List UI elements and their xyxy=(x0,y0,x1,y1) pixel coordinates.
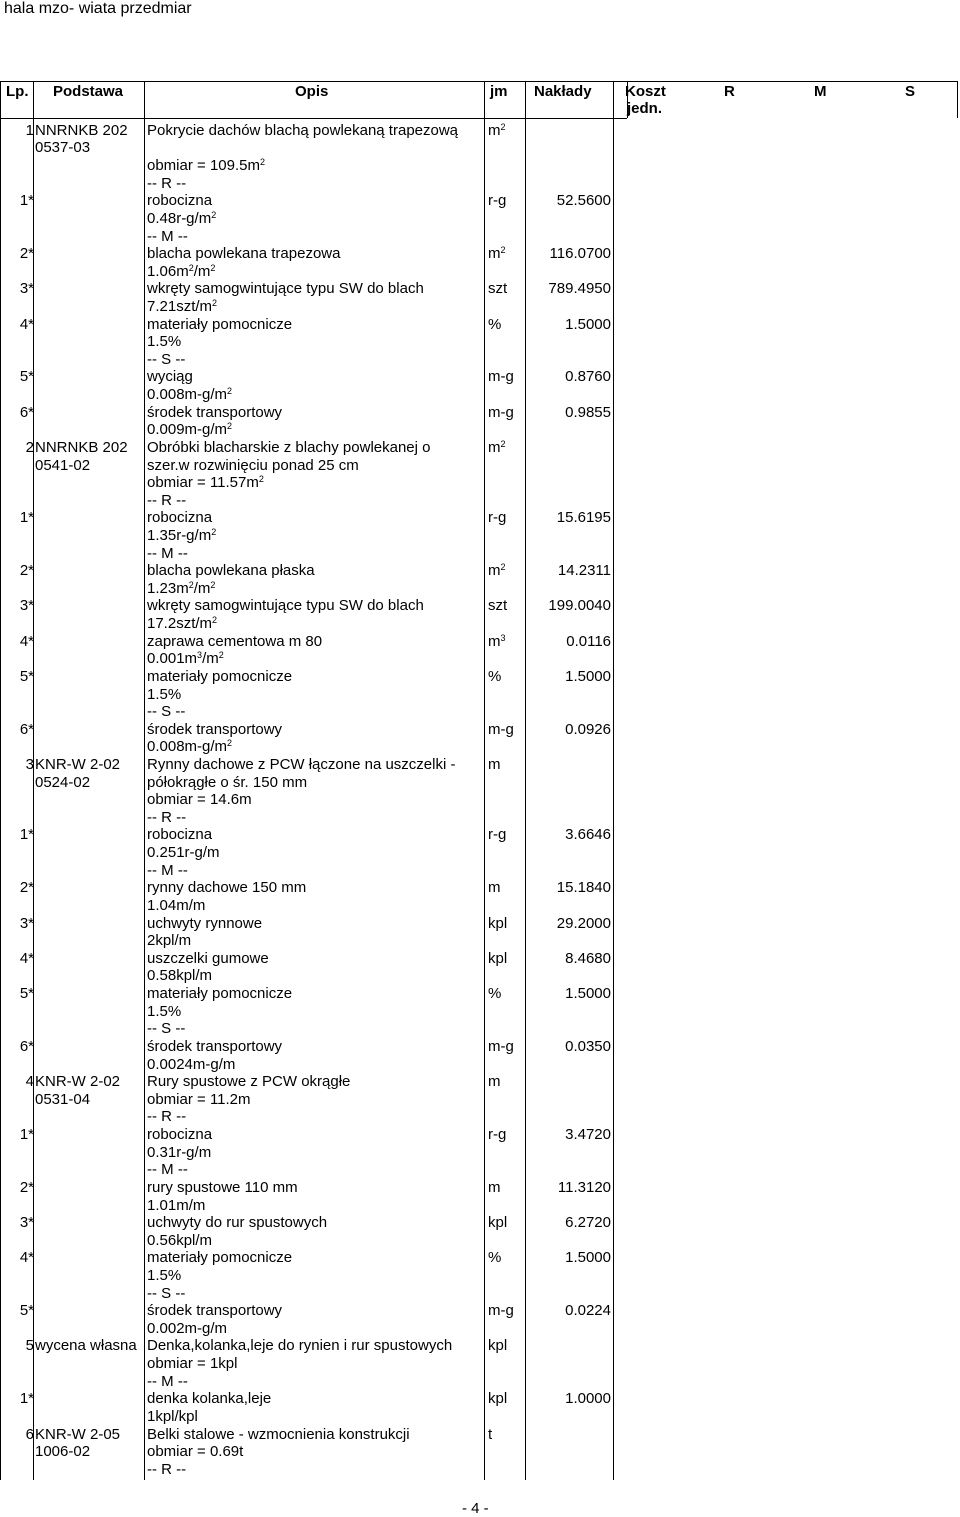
row-lp: 1* xyxy=(19,509,34,526)
row-opis: obmiar = $109.5m^2$ xyxy=(147,157,265,174)
row-jm: szt xyxy=(488,280,508,297)
row-lp: 5* xyxy=(19,1302,34,1319)
row-opis: Rury spustowe z PCW okrągłe xyxy=(147,1073,351,1090)
row-opis: uchwyty rynnowe xyxy=(147,915,263,932)
row-lp: 3 xyxy=(25,756,34,773)
row-opis: zaprawa cementowa m 80 xyxy=(147,633,323,650)
row-opis: wkręty samogwintujące typu SW do blach xyxy=(147,597,424,614)
row-naklady: 0.9855 xyxy=(565,404,611,421)
row-jm: $m^2$ xyxy=(488,245,506,262)
header-m: M xyxy=(814,83,827,100)
row-opis: $0.009m-g/m^2$ xyxy=(147,421,233,438)
row-lp: 5* xyxy=(19,368,34,385)
header-koszt-jedn: jedn. xyxy=(627,100,663,117)
row-jm: % xyxy=(488,1249,502,1266)
row-jm: $m^2$ xyxy=(488,562,506,579)
row-opis: Rynny dachowe z PCW łączone na uszczelki - xyxy=(147,756,456,773)
row-lp: 4 xyxy=(25,1073,34,1090)
row-opis: rynny dachowe 150 mm xyxy=(147,879,307,896)
row-opis: blacha powlekana płaska xyxy=(147,562,315,579)
row-jm: r-g xyxy=(488,192,507,209)
header-r: R xyxy=(724,83,735,100)
row-opis: $1.23m^2/m^2$ xyxy=(147,580,216,597)
row-opis: uszczelki gumowe xyxy=(147,950,269,967)
row-naklady: 1.5000 xyxy=(565,668,611,685)
row-naklady: 0.0116 xyxy=(566,633,611,650)
row-opis: obmiar = $11.57m^2$ xyxy=(147,474,264,491)
row-lp: 3* xyxy=(19,1214,34,1231)
row-opis: -- S -- xyxy=(147,351,186,368)
row-jm: $m^2$ xyxy=(488,439,506,456)
row-naklady: 52.5600 xyxy=(556,192,611,209)
row-jm: m-g xyxy=(488,721,514,738)
row-opis: Belki stalowe - wzmocnienia konstrukcji xyxy=(147,1426,410,1443)
row-lp: 1* xyxy=(19,826,34,843)
row-opis: 1kpl/kpl xyxy=(147,1408,198,1425)
row-lp: 5* xyxy=(19,668,34,685)
row-lp: 4* xyxy=(19,950,34,967)
row-jm: m-g xyxy=(488,368,514,385)
page-number: - 4 - xyxy=(462,1500,489,1517)
row-jm: t xyxy=(488,1426,493,1443)
row-podstawa: KNR-W 2-02 xyxy=(35,1073,121,1090)
row-naklady: 8.4680 xyxy=(565,950,611,967)
row-podstawa: NNRNKB 202 xyxy=(35,122,128,139)
row-jm: % xyxy=(488,316,502,333)
row-podstawa: KNR-W 2-05 xyxy=(35,1426,121,1443)
row-opis: $17.2szt/m^2$ xyxy=(147,615,218,632)
row-opis: Obróbki blacharskie z blachy powlekanej o xyxy=(147,439,431,456)
row-naklady: 3.4720 xyxy=(565,1126,611,1143)
row-lp: 4* xyxy=(19,1249,34,1266)
header-jm: jm xyxy=(490,83,508,100)
row-podstawa: KNR-W 2-02 xyxy=(35,756,121,773)
row-opis: $0.008m-g/m^2$ xyxy=(147,386,233,403)
row-opis: Denka,kolanka,leje do rynien i rur spustowych xyxy=(147,1337,453,1354)
row-opis: denka kolanka,leje xyxy=(147,1390,272,1407)
divider-right xyxy=(957,81,958,118)
row-opis: -- M -- xyxy=(147,545,188,562)
header-lp: Lp. xyxy=(6,83,29,100)
header-bottom-border xyxy=(0,118,627,119)
row-jm: kpl xyxy=(488,1337,508,1354)
divider-podstawa xyxy=(144,81,145,1480)
row-lp: 2* xyxy=(19,1179,34,1196)
divider-opis xyxy=(484,81,485,1480)
row-opis: -- R -- xyxy=(147,175,187,192)
row-lp: 5 xyxy=(25,1337,34,1354)
row-opis: $7.21szt/m^2$ xyxy=(147,298,218,315)
row-jm: kpl xyxy=(488,915,508,932)
row-opis: rury spustowe 110 mm xyxy=(147,1179,298,1196)
row-jm: kpl xyxy=(488,950,508,967)
row-opis: półokrągłe o śr. 150 mm xyxy=(147,774,308,791)
row-opis: obmiar = 1kpl xyxy=(147,1355,238,1372)
row-opis: $1.06m^2/m^2$ xyxy=(147,263,216,280)
row-opis: 2kpl/m xyxy=(147,932,192,949)
row-opis: 0.56kpl/m xyxy=(147,1232,213,1249)
header-s: S xyxy=(905,83,916,100)
row-opis: środek transportowy xyxy=(147,721,283,738)
row-opis: 0.002m-g/m xyxy=(147,1320,228,1337)
row-opis: $0.008m-g/m^2$ xyxy=(147,738,233,755)
row-naklady: 14.2311 xyxy=(557,562,611,579)
row-jm: r-g xyxy=(488,826,507,843)
row-opis: środek transportowy xyxy=(147,1038,283,1055)
row-naklady: 1.5000 xyxy=(565,985,611,1002)
row-podstawa: 0541-02 xyxy=(35,457,91,474)
divider-naklady xyxy=(613,81,614,1480)
row-jm: m-g xyxy=(488,1302,514,1319)
row-lp: 1* xyxy=(19,1126,34,1143)
row-jm: $m^2$ xyxy=(488,122,506,139)
row-naklady: 199.0040 xyxy=(548,597,611,614)
row-opis: 1.5% xyxy=(147,333,182,350)
row-opis: $1.35r-g/m^2$ xyxy=(147,527,217,544)
row-jm: m-g xyxy=(488,404,514,421)
row-naklady: 3.6646 xyxy=(565,826,611,843)
row-opis: 1.5% xyxy=(147,686,182,703)
row-naklady: 15.1840 xyxy=(556,879,611,896)
row-jm: kpl xyxy=(488,1390,508,1407)
row-lp: 1* xyxy=(19,1390,34,1407)
row-jm: m xyxy=(488,756,501,773)
row-naklady: 0.8760 xyxy=(565,368,611,385)
row-lp: 6* xyxy=(19,1038,34,1055)
row-opis: -- M -- xyxy=(147,862,188,879)
row-opis: wyciąg xyxy=(147,368,193,385)
row-naklady: 1.0000 xyxy=(565,1390,611,1407)
row-lp: 6* xyxy=(19,721,34,738)
row-opis: Pokrycie dachów blachą powlekaną trapezową xyxy=(147,122,459,139)
row-opis: obmiar = 11.2m xyxy=(147,1091,251,1108)
row-opis: robocizna xyxy=(147,509,213,526)
row-opis: 1.5% xyxy=(147,1003,182,1020)
row-lp: 3* xyxy=(19,915,34,932)
row-opis: 1.5% xyxy=(147,1267,182,1284)
row-opis: robocizna xyxy=(147,1126,213,1143)
divider-left xyxy=(0,81,1,1480)
row-lp: 6* xyxy=(19,404,34,421)
row-opis: wkręty samogwintujące typu SW do blach xyxy=(147,280,424,297)
row-podstawa: wycena własna xyxy=(35,1337,137,1354)
row-lp: 2* xyxy=(19,245,34,262)
row-lp: 2 xyxy=(25,439,34,456)
row-jm: % xyxy=(488,668,502,685)
row-lp: 4* xyxy=(19,633,34,650)
row-opis: -- M -- xyxy=(147,1161,188,1178)
row-jm: r-g xyxy=(488,509,507,526)
row-naklady: 15.6195 xyxy=(556,509,611,526)
row-opis: $0.001m^3/m^2$ xyxy=(147,650,224,667)
row-opis: materiały pomocnicze xyxy=(147,668,293,685)
document-title: hala mzo- wiata przedmiar xyxy=(4,0,192,17)
row-opis: -- M -- xyxy=(147,1373,188,1390)
row-opis: obmiar = 14.6m xyxy=(147,791,252,808)
row-naklady: 789.4950 xyxy=(548,280,611,297)
row-opis: 1.04m/m xyxy=(147,897,206,914)
row-lp: 3* xyxy=(19,280,34,297)
row-jm: r-g xyxy=(488,1126,507,1143)
row-lp: 4* xyxy=(19,316,34,333)
row-opis: -- S -- xyxy=(147,1285,186,1302)
row-lp: 2* xyxy=(19,562,34,579)
row-opis: szer.w rozwinięciu ponad 25 cm xyxy=(147,457,359,474)
row-opis: blacha powlekana trapezowa xyxy=(147,245,341,262)
row-opis: 0.0024m-g/m xyxy=(147,1056,236,1073)
row-opis: -- M -- xyxy=(147,228,188,245)
header-podstawa: Podstawa xyxy=(53,83,124,100)
row-podstawa: NNRNKB 202 xyxy=(35,439,128,456)
row-opis: 1.01m/m xyxy=(147,1197,206,1214)
header-koszt: Koszt xyxy=(625,83,666,100)
row-podstawa: 0531-04 xyxy=(35,1091,91,1108)
row-lp: 6 xyxy=(25,1426,34,1443)
row-jm: % xyxy=(488,985,502,1002)
row-opis: środek transportowy xyxy=(147,1302,283,1319)
divider-jm xyxy=(525,81,526,1480)
row-jm: $m^3$ xyxy=(488,633,506,650)
row-opis: obmiar = 0.69t xyxy=(147,1443,244,1460)
row-naklady: 1.5000 xyxy=(565,1249,611,1266)
row-opis: -- R -- xyxy=(147,1461,187,1478)
row-opis: -- R -- xyxy=(147,809,187,826)
row-lp: 3* xyxy=(19,597,34,614)
row-opis: -- R -- xyxy=(147,1108,187,1125)
row-podstawa: 0524-02 xyxy=(35,774,91,791)
row-podstawa: 1006-02 xyxy=(35,1443,91,1460)
row-opis: materiały pomocnicze xyxy=(147,316,293,333)
header-naklady: Nakłady xyxy=(534,83,592,100)
row-lp: 5* xyxy=(19,985,34,1002)
row-jm: m xyxy=(488,1073,501,1090)
row-opis: 0.251r-g/m xyxy=(147,844,220,861)
row-podstawa: 0537-03 xyxy=(35,139,91,156)
row-opis: 0.58kpl/m xyxy=(147,967,213,984)
row-opis: -- S -- xyxy=(147,1020,186,1037)
row-opis: uchwyty do rur spustowych xyxy=(147,1214,328,1231)
row-opis: 0.31r-g/m xyxy=(147,1144,212,1161)
row-jm: m-g xyxy=(488,1038,514,1055)
row-opis: -- R -- xyxy=(147,492,187,509)
header-opis: Opis xyxy=(295,83,329,100)
row-jm: szt xyxy=(488,597,508,614)
row-jm: m xyxy=(488,879,501,896)
row-naklady: 1.5000 xyxy=(565,316,611,333)
row-naklady: 6.2720 xyxy=(565,1214,611,1231)
row-lp: 1 xyxy=(25,122,34,139)
row-naklady: 29.2000 xyxy=(556,915,611,932)
row-opis: materiały pomocnicze xyxy=(147,985,293,1002)
row-lp: 1* xyxy=(19,192,34,209)
row-opis: -- S -- xyxy=(147,703,186,720)
row-opis: materiały pomocnicze xyxy=(147,1249,293,1266)
row-naklady: 0.0926 xyxy=(565,721,611,738)
row-jm: kpl xyxy=(488,1214,508,1231)
row-naklady: 116.0700 xyxy=(549,245,611,262)
row-jm: m xyxy=(488,1179,501,1196)
row-opis: robocizna xyxy=(147,826,213,843)
row-opis: $0.48r-g/m^2$ xyxy=(147,210,217,227)
row-opis: robocizna xyxy=(147,192,213,209)
row-naklady: 0.0224 xyxy=(565,1302,611,1319)
row-lp: 2* xyxy=(19,879,34,896)
row-opis: środek transportowy xyxy=(147,404,283,421)
row-naklady: 11.3120 xyxy=(557,1179,611,1196)
row-naklady: 0.0350 xyxy=(565,1038,611,1055)
